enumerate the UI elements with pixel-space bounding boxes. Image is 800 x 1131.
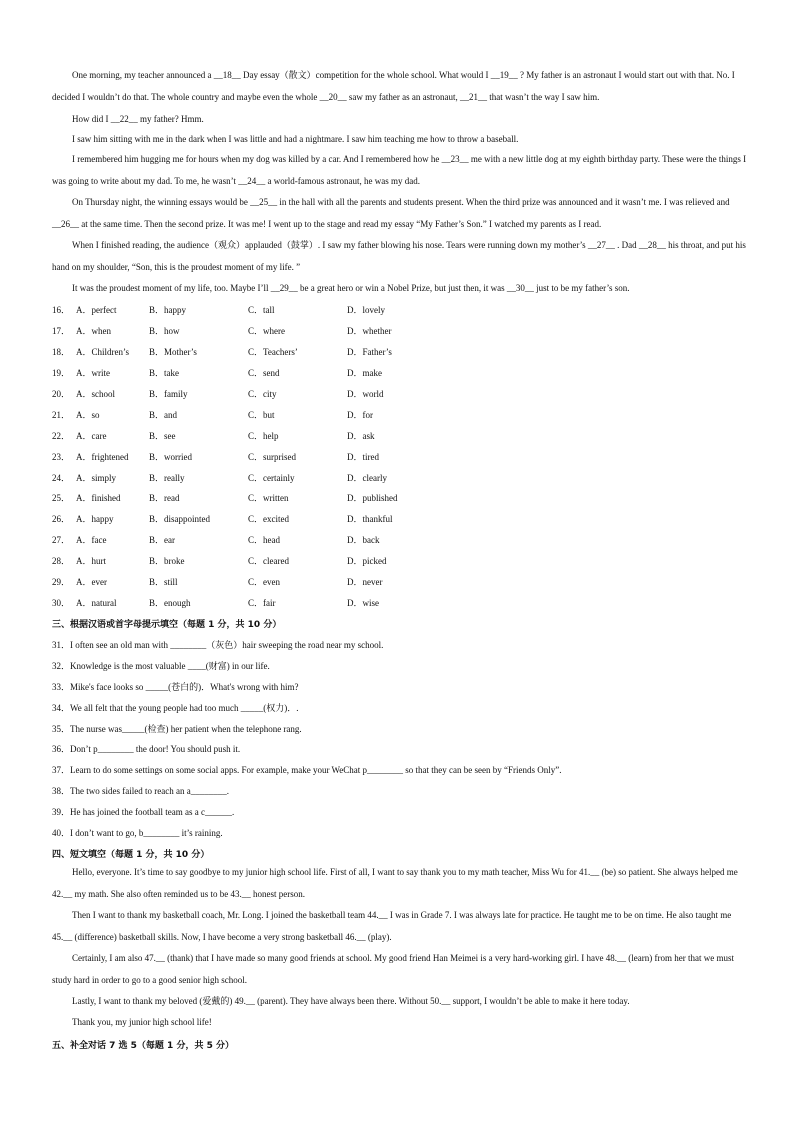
- question-number: 22．: [52, 431, 71, 441]
- option-b: B．enough: [149, 598, 191, 608]
- passage-paragraph-5: Thank you, my junior high school life!: [72, 1017, 212, 1027]
- section-3-heading: 三、根据汉语或首字母提示填空（每题 1 分，共 10 分）: [52, 620, 282, 630]
- question-number: 30．: [52, 598, 71, 608]
- option-d: D．published: [347, 493, 398, 503]
- option-row: [52, 554, 752, 568]
- option-d: D．clearly: [347, 473, 387, 483]
- question-number: 19．: [52, 368, 71, 378]
- option-d: D．Father’s: [347, 347, 392, 357]
- fill-item-34: 34．We all felt that the young people had too much _____(权力)．.: [52, 703, 299, 713]
- option-b: B．ear: [149, 535, 175, 545]
- question-number: 17．: [52, 326, 71, 336]
- option-a: A．perfect: [76, 305, 117, 315]
- option-d: D．whether: [347, 326, 392, 336]
- option-d: D．world: [347, 389, 384, 399]
- option-a: A．write: [76, 368, 110, 378]
- option-row: [52, 324, 752, 338]
- fill-item-31: 31．I often see an old man with ________（灰色）hair sweeping the road near my school.: [52, 640, 384, 650]
- question-number: 25．: [52, 493, 71, 503]
- option-c: C．city: [248, 389, 277, 399]
- option-a: A．school: [76, 389, 115, 399]
- option-c: C．fair: [248, 598, 276, 608]
- option-b: B．family: [149, 389, 188, 399]
- option-row: [52, 533, 752, 547]
- option-b: B．take: [149, 368, 179, 378]
- option-a: A．hurt: [76, 556, 106, 566]
- option-c: C．written: [248, 493, 289, 503]
- option-b: B．really: [149, 473, 185, 483]
- option-row: [52, 575, 752, 589]
- option-c: C．surprised: [248, 452, 296, 462]
- cloze-paragraph-1: One morning, my teacher announced a __18__ Day essay（散文）competition for the whole school. What would I __19__ ? My father is an astronaut I would start out with that. No. I decided I wouldn’t do that. The whole country and maybe even the whole __20__ saw my father as an astronaut, __21__ that wasn’t the way I saw him.: [52, 70, 735, 102]
- option-row: [52, 512, 752, 526]
- fill-item-39: 39．He has joined the football team as a c______.: [52, 807, 235, 817]
- option-b: B．happy: [149, 305, 186, 315]
- option-d: D．for: [347, 410, 373, 420]
- option-d: D．thankful: [347, 514, 393, 524]
- question-number: 18．: [52, 347, 71, 357]
- option-b: B．disappointed: [149, 514, 210, 524]
- option-c: C．excited: [248, 514, 289, 524]
- cloze-paragraph-5: On Thursday night, the winning essays would be __25__ in the hall with all the parents and students present. When the third prize was announced and it wasn’t me. I was relieved and __26__ at the same time. Then the second prize. It was me! I went up to the stage and read my essay “My Father’s Son.” I watched my parents as I read.: [52, 197, 730, 229]
- option-b: B．how: [149, 326, 180, 336]
- option-row: [52, 387, 752, 401]
- option-c: C．where: [248, 326, 285, 336]
- option-d: D．tired: [347, 452, 379, 462]
- option-b: B．still: [149, 577, 178, 587]
- option-c: C．even: [248, 577, 280, 587]
- option-a: A．finished: [76, 493, 121, 503]
- option-c: C．help: [248, 431, 279, 441]
- option-a: A．when: [76, 326, 111, 336]
- option-row: [52, 429, 752, 443]
- fill-item-37: 37．Learn to do some settings on some social apps. For example, make your WeChat p________ so that they can be seen by “Friends Only”.: [52, 765, 562, 775]
- option-c: C．Teachers’: [248, 347, 298, 357]
- option-a: A．face: [76, 535, 107, 545]
- option-b: B．and: [149, 410, 177, 420]
- cloze-paragraph-6: When I finished reading, the audience（观众）applauded（鼓掌）. I saw my father blowing his nose. Tears were running down my mother’s __27__ . Dad __28__ his throat, and put his hand on my shoulder, “Son, this is the proudest moment of my life. ”: [52, 240, 746, 272]
- question-number: 23．: [52, 452, 71, 462]
- option-c: C．certainly: [248, 473, 295, 483]
- question-number: 16．: [52, 305, 71, 315]
- section-5-heading: 五、补全对话 7 选 5（每题 1 分，共 5 分）: [52, 1041, 234, 1051]
- option-row: [52, 450, 752, 464]
- section-4-heading: 四、短文填空（每题 1 分，共 10 分）: [52, 850, 210, 860]
- option-b: B．Mother’s: [149, 347, 197, 357]
- option-d: D．lovely: [347, 305, 385, 315]
- option-b: B．read: [149, 493, 180, 503]
- option-a: A．frightened: [76, 452, 129, 462]
- passage-paragraph-3: Certainly, I am also 47.__ (thank) that I have made so many good friends at school. My good friend Han Meimei is a very hard-working girl. I have 48.__ (learn) from her that we must study hard in order to go to a good senior high school.: [52, 953, 734, 985]
- option-b: B．worried: [149, 452, 192, 462]
- question-number: 28．: [52, 556, 71, 566]
- option-a: A．so: [76, 410, 100, 420]
- question-number: 20．: [52, 389, 71, 399]
- option-row: [52, 366, 752, 380]
- option-row: [52, 408, 752, 422]
- question-number: 21．: [52, 410, 71, 420]
- fill-item-38: 38．The two sides failed to reach an a________.: [52, 786, 229, 796]
- option-row: [52, 303, 752, 317]
- option-a: A．Children’s: [76, 347, 129, 357]
- option-c: C．cleared: [248, 556, 289, 566]
- option-a: A．simply: [76, 473, 117, 483]
- option-c: C．but: [248, 410, 275, 420]
- option-row: [52, 471, 752, 485]
- option-d: D．never: [347, 577, 383, 587]
- fill-item-36: 36．Don’t p________ the door! You should push it.: [52, 744, 241, 754]
- question-number: 27．: [52, 535, 71, 545]
- fill-item-40: 40．I don’t want to go, b________ it’s raining.: [52, 828, 223, 838]
- question-number: 29．: [52, 577, 71, 587]
- option-c: C．head: [248, 535, 280, 545]
- option-a: A．happy: [76, 514, 114, 524]
- fill-item-35: 35．The nurse was_____(检查) her patient when the telephone rang.: [52, 724, 302, 734]
- fill-item-32: 32．Knowledge is the most valuable ____(财富) in our life.: [52, 661, 270, 671]
- option-d: D．back: [347, 535, 380, 545]
- option-row: [52, 596, 752, 610]
- cloze-paragraph-7: It was the proudest moment of my life, too. Maybe I’ll __29__ be a great hero or win a Nobel Prize, but just then, it was __30__ just to be my father’s son.: [72, 283, 630, 293]
- option-c: C．send: [248, 368, 280, 378]
- option-d: D．picked: [347, 556, 387, 566]
- cloze-paragraph-3: I saw him sitting with me in the dark when I was little and had a nightmare. I saw him teaching me how to throw a baseball.: [72, 134, 519, 144]
- question-number: 24．: [52, 473, 71, 483]
- option-d: D．wise: [347, 598, 379, 608]
- option-row: [52, 345, 752, 359]
- option-c: C．tall: [248, 305, 275, 315]
- passage-paragraph-2: Then I want to thank my basketball coach, Mr. Long. I joined the basketball team 44.__ I was in Grade 7. I was always late for practice. He taught me to be on time. He also taught me 45.__ (difference) basketball skills. Now, I have become a very strong basketball 46.__ (play).: [52, 910, 732, 942]
- option-a: A．natural: [76, 598, 117, 608]
- passage-paragraph-4: Lastly, I want to thank my beloved (爱戴的) 49.__ (parent). They have always been there. Without 50.__ support, I wouldn’t be able to make it here today.: [72, 996, 630, 1006]
- passage-paragraph-1: Hello, everyone. It’s time to say goodbye to my junior high school life. First of all, I want to say thank you to my math teacher, Miss Wu for 41.__ (be) so patient. She always helped me 42.__ my math. She also often reminded us to be 43.__ honest person.: [52, 867, 738, 899]
- option-d: D．ask: [347, 431, 375, 441]
- cloze-paragraph-2: How did I __22__ my father? Hmm.: [72, 114, 204, 124]
- option-row: [52, 491, 752, 505]
- fill-item-33: 33．Mike's face looks so _____(苍白的)．What's wrong with him?: [52, 682, 299, 692]
- option-a: A．ever: [76, 577, 107, 587]
- option-b: B．broke: [149, 556, 185, 566]
- option-a: A．care: [76, 431, 107, 441]
- option-b: B．see: [149, 431, 176, 441]
- question-number: 26．: [52, 514, 71, 524]
- option-d: D．make: [347, 368, 382, 378]
- cloze-paragraph-4: I remembered him hugging me for hours when my dog was killed by a car. And I remembered how he __23__ me with a new little dog at my eighth birthday party. These were the things I was going to write about my dad. To me, he wasn’t __24__ a world-famous astronaut, he was my dad.: [52, 154, 747, 186]
